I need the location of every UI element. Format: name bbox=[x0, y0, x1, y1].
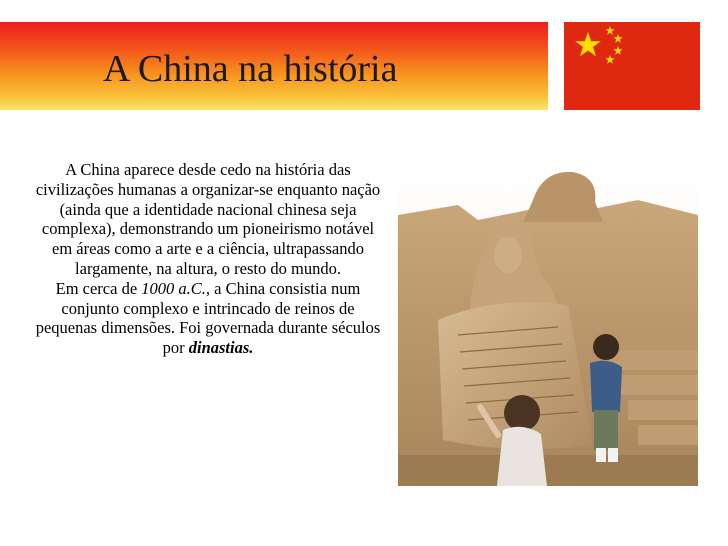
paragraph-1: A China aparece desde cedo na história das civilizações humanas a organizar-se enquanto nação (ainda que a identidade nacional chinesa seja complexa), demonstrando um pioneirismo notável em áreas como a arte e a ciência, ultrapassando largamente, na altura, o resto do mundo. bbox=[35, 160, 381, 278]
slide-title: A China na história bbox=[103, 48, 398, 90]
paragraph-2-middle: , a China consistia num conjunto complexo e intrincado de reinos de pequenas dimensões. Foi governada durante séculos por bbox=[35, 278, 381, 358]
paragraph-2-emphasis: dinastias. bbox=[188, 338, 254, 358]
sand-sculpture-photo bbox=[398, 160, 698, 486]
paragraph-2-date: 1000 a.C. bbox=[141, 278, 206, 298]
body-text bbox=[32, 160, 384, 358]
china-flag-icon bbox=[564, 22, 700, 110]
paragraph-2 bbox=[32, 279, 384, 358]
paragraph-2-prefix: Em cerca de bbox=[55, 278, 142, 298]
